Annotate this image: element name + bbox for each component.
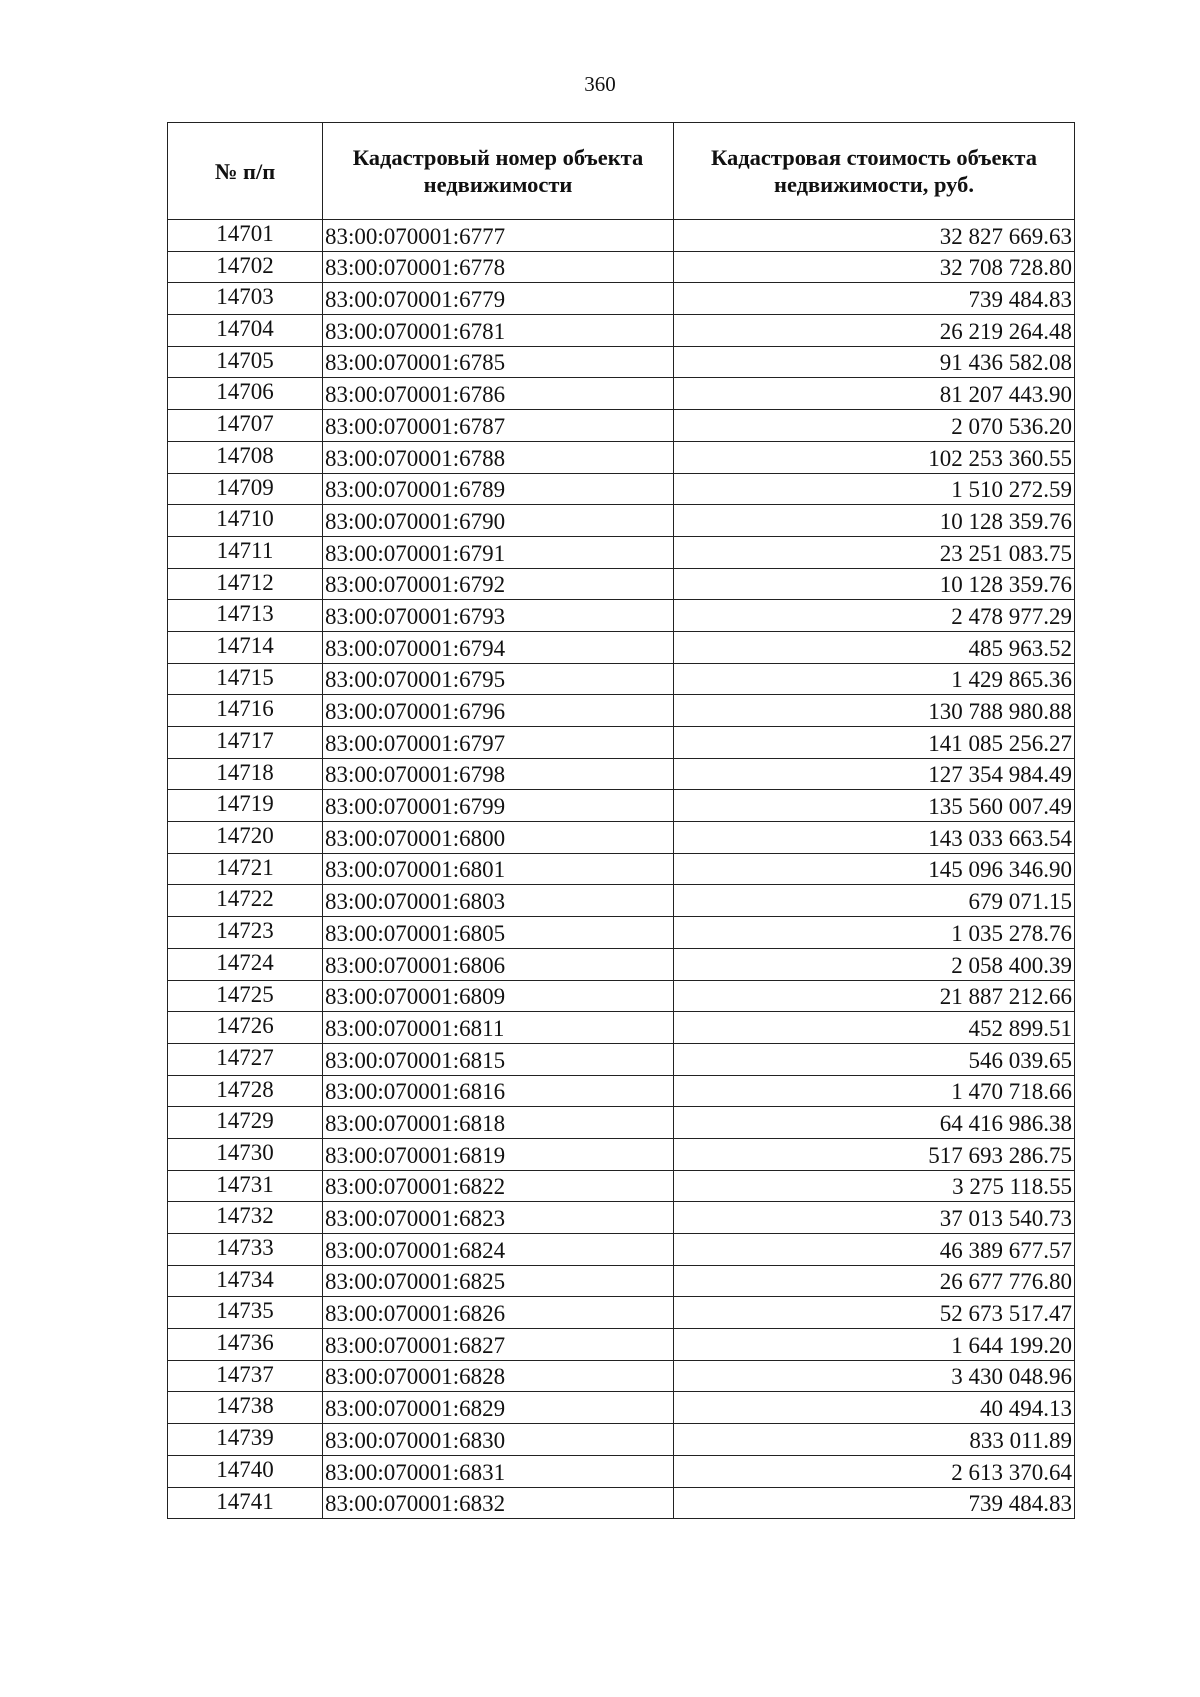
cadastral-value-cell: 81 207 443.90: [674, 378, 1075, 410]
row-number-cell: 14732: [168, 1202, 323, 1234]
cadastral-number-cell: 83:00:070001:6825: [323, 1265, 674, 1297]
row-number-cell: 14702: [168, 251, 323, 283]
row-number-cell: 14714: [168, 631, 323, 663]
cadastral-number-cell: 83:00:070001:6800: [323, 822, 674, 854]
cadastral-value-cell: 3 275 118.55: [674, 1170, 1075, 1202]
cadastral-value-cell: 1 429 865.36: [674, 663, 1075, 695]
cadastral-value-cell: 452 899.51: [674, 1012, 1075, 1044]
table-row: [168, 853, 1075, 885]
table-row: [168, 1012, 1075, 1044]
table-row: [168, 727, 1075, 759]
cadastral-number-cell: 83:00:070001:6801: [323, 853, 674, 885]
table-row: [168, 822, 1075, 854]
cadastral-number-cell: 83:00:070001:6789: [323, 473, 674, 505]
cadastral-number-cell: 83:00:070001:6791: [323, 536, 674, 568]
row-number-cell: 14716: [168, 695, 323, 727]
page-number: 360: [584, 72, 616, 96]
cadastral-number-cell: 83:00:070001:6819: [323, 1138, 674, 1170]
table-row: [168, 1392, 1075, 1424]
table-row: [168, 790, 1075, 822]
cadastral-value-cell: 143 033 663.54: [674, 822, 1075, 854]
table-row: [168, 283, 1075, 315]
row-number-cell: 14737: [168, 1360, 323, 1392]
cadastral-value-cell: 10 128 359.76: [674, 505, 1075, 537]
cadastral-number-cell: 83:00:070001:6828: [323, 1360, 674, 1392]
cadastral-number-cell: 83:00:070001:6797: [323, 727, 674, 759]
row-number-cell: 14718: [168, 758, 323, 790]
cadastral-number-cell: 83:00:070001:6806: [323, 948, 674, 980]
cadastral-value-cell: 21 887 212.66: [674, 980, 1075, 1012]
row-number-cell: 14729: [168, 1107, 323, 1139]
cadastral-value-cell: 37 013 540.73: [674, 1202, 1075, 1234]
cadastral-number-cell: 83:00:070001:6822: [323, 1170, 674, 1202]
row-number-cell: 14723: [168, 917, 323, 949]
cadastral-number-cell: 83:00:070001:6830: [323, 1424, 674, 1456]
cadastral-value-cell: 127 354 984.49: [674, 758, 1075, 790]
row-number-cell: 14740: [168, 1455, 323, 1487]
row-number-cell: 14715: [168, 663, 323, 695]
cadastral-value-cell: 46 389 677.57: [674, 1234, 1075, 1266]
row-number-cell: 14717: [168, 727, 323, 759]
table-row: [168, 378, 1075, 410]
cadastral-value-cell: 485 963.52: [674, 631, 1075, 663]
cadastral-number-cell: 83:00:070001:6778: [323, 251, 674, 283]
table-row: [168, 695, 1075, 727]
row-number-cell: 14730: [168, 1138, 323, 1170]
table-row: [168, 1234, 1075, 1266]
cadastral-value-cell: 2 478 977.29: [674, 600, 1075, 632]
cadastral-value-cell: 1 510 272.59: [674, 473, 1075, 505]
cadastral-value-cell: 130 788 980.88: [674, 695, 1075, 727]
table-row: [168, 536, 1075, 568]
table-row: [168, 600, 1075, 632]
table-row: [168, 410, 1075, 442]
table-row: [168, 1170, 1075, 1202]
cadastral-number-cell: 83:00:070001:6823: [323, 1202, 674, 1234]
cadastral-value-cell: 26 219 264.48: [674, 315, 1075, 347]
table-row: [168, 1329, 1075, 1361]
row-number-cell: 14701: [168, 220, 323, 252]
row-number-cell: 14711: [168, 536, 323, 568]
cadastral-number-cell: 83:00:070001:6832: [323, 1487, 674, 1519]
cadastral-value-cell: 679 071.15: [674, 885, 1075, 917]
cadastral-number-cell: 83:00:070001:6794: [323, 631, 674, 663]
table-row: [168, 758, 1075, 790]
table-row: [168, 1297, 1075, 1329]
table-row: [168, 251, 1075, 283]
row-number-cell: 14705: [168, 346, 323, 378]
table-row: [168, 1360, 1075, 1392]
cadastral-value-cell: 2 613 370.64: [674, 1455, 1075, 1487]
table-row: [168, 568, 1075, 600]
table-row: [168, 663, 1075, 695]
row-number-cell: 14706: [168, 378, 323, 410]
row-number-cell: 14725: [168, 980, 323, 1012]
cadastral-value-cell: 52 673 517.47: [674, 1297, 1075, 1329]
cadastral-value-cell: 1 470 718.66: [674, 1075, 1075, 1107]
table-header-row: [168, 123, 1075, 220]
cadastral-number-cell: 83:00:070001:6787: [323, 410, 674, 442]
table-row: [168, 1487, 1075, 1519]
row-number-cell: 14736: [168, 1329, 323, 1361]
table-row: [168, 1455, 1075, 1487]
cadastral-value-cell: 2 070 536.20: [674, 410, 1075, 442]
cadastral-value-cell: 1 644 199.20: [674, 1329, 1075, 1361]
cadastral-value-cell: 739 484.83: [674, 283, 1075, 315]
cadastral-value-table: [167, 122, 1075, 1519]
table-row: [168, 1202, 1075, 1234]
row-number-cell: 14724: [168, 948, 323, 980]
row-number-cell: 14704: [168, 315, 323, 347]
cadastral-value-cell: 91 436 582.08: [674, 346, 1075, 378]
cadastral-number-cell: 83:00:070001:6809: [323, 980, 674, 1012]
column-header-cadastral-value: Кадастровая стоимость объекта недвижимости, руб.: [674, 123, 1075, 220]
table-row: [168, 631, 1075, 663]
cadastral-number-cell: 83:00:070001:6786: [323, 378, 674, 410]
cadastral-value-cell: 2 058 400.39: [674, 948, 1075, 980]
cadastral-number-cell: 83:00:070001:6815: [323, 1043, 674, 1075]
table-row: [168, 1043, 1075, 1075]
cadastral-number-cell: 83:00:070001:6781: [323, 315, 674, 347]
table-row: [168, 1075, 1075, 1107]
row-number-cell: 14707: [168, 410, 323, 442]
table-row: [168, 1265, 1075, 1297]
cadastral-number-cell: 83:00:070001:6826: [323, 1297, 674, 1329]
cadastral-number-cell: 83:00:070001:6799: [323, 790, 674, 822]
cadastral-value-cell: 32 827 669.63: [674, 220, 1075, 252]
cadastral-number-cell: 83:00:070001:6792: [323, 568, 674, 600]
table-row: [168, 917, 1075, 949]
cadastral-number-cell: 83:00:070001:6785: [323, 346, 674, 378]
cadastral-value-cell: 517 693 286.75: [674, 1138, 1075, 1170]
cadastral-number-cell: 83:00:070001:6818: [323, 1107, 674, 1139]
row-number-cell: 14719: [168, 790, 323, 822]
cadastral-value-cell: 833 011.89: [674, 1424, 1075, 1456]
cadastral-value-cell: 141 085 256.27: [674, 727, 1075, 759]
row-number-cell: 14733: [168, 1234, 323, 1266]
row-number-cell: 14738: [168, 1392, 323, 1424]
row-number-cell: 14734: [168, 1265, 323, 1297]
cadastral-number-cell: 83:00:070001:6795: [323, 663, 674, 695]
table-row: [168, 346, 1075, 378]
row-number-cell: 14708: [168, 441, 323, 473]
row-number-cell: 14731: [168, 1170, 323, 1202]
row-number-cell: 14709: [168, 473, 323, 505]
table-row: [168, 315, 1075, 347]
cadastral-value-cell: 102 253 360.55: [674, 441, 1075, 473]
cadastral-number-cell: 83:00:070001:6793: [323, 600, 674, 632]
cadastral-number-cell: 83:00:070001:6805: [323, 917, 674, 949]
table-row: [168, 948, 1075, 980]
table-row: [168, 505, 1075, 537]
cadastral-number-cell: 83:00:070001:6829: [323, 1392, 674, 1424]
cadastral-value-cell: 739 484.83: [674, 1487, 1075, 1519]
cadastral-number-cell: 83:00:070001:6796: [323, 695, 674, 727]
table-body: [168, 220, 1075, 1519]
cadastral-value-cell: 40 494.13: [674, 1392, 1075, 1424]
cadastral-number-cell: 83:00:070001:6777: [323, 220, 674, 252]
table-row: [168, 1107, 1075, 1139]
row-number-cell: 14710: [168, 505, 323, 537]
cadastral-number-cell: 83:00:070001:6811: [323, 1012, 674, 1044]
cadastral-value-cell: 23 251 083.75: [674, 536, 1075, 568]
table-row: [168, 1138, 1075, 1170]
cadastral-value-cell: 3 430 048.96: [674, 1360, 1075, 1392]
row-number-cell: 14741: [168, 1487, 323, 1519]
column-header-cadastral-number: Кадастровый номер объекта недвижимости: [323, 123, 674, 220]
cadastral-number-cell: 83:00:070001:6798: [323, 758, 674, 790]
table-row: [168, 473, 1075, 505]
row-number-cell: 14728: [168, 1075, 323, 1107]
cadastral-value-cell: 64 416 986.38: [674, 1107, 1075, 1139]
row-number-cell: 14735: [168, 1297, 323, 1329]
cadastral-value-cell: 135 560 007.49: [674, 790, 1075, 822]
cadastral-value-cell: 10 128 359.76: [674, 568, 1075, 600]
cadastral-number-cell: 83:00:070001:6803: [323, 885, 674, 917]
table-row: [168, 885, 1075, 917]
row-number-cell: 14726: [168, 1012, 323, 1044]
table-row: [168, 220, 1075, 252]
cadastral-number-cell: 83:00:070001:6824: [323, 1234, 674, 1266]
row-number-cell: 14703: [168, 283, 323, 315]
cadastral-number-cell: 83:00:070001:6788: [323, 441, 674, 473]
row-number-cell: 14720: [168, 822, 323, 854]
cadastral-value-cell: 145 096 346.90: [674, 853, 1075, 885]
table-row: [168, 1424, 1075, 1456]
cadastral-value-cell: 26 677 776.80: [674, 1265, 1075, 1297]
cadastral-number-cell: 83:00:070001:6831: [323, 1455, 674, 1487]
cadastral-value-cell: 546 039.65: [674, 1043, 1075, 1075]
column-header-row-number: № п/п: [168, 123, 323, 220]
cadastral-number-cell: 83:00:070001:6790: [323, 505, 674, 537]
row-number-cell: 14712: [168, 568, 323, 600]
cadastral-number-cell: 83:00:070001:6827: [323, 1329, 674, 1361]
row-number-cell: 14721: [168, 853, 323, 885]
cadastral-number-cell: 83:00:070001:6779: [323, 283, 674, 315]
row-number-cell: 14739: [168, 1424, 323, 1456]
row-number-cell: 14713: [168, 600, 323, 632]
row-number-cell: 14722: [168, 885, 323, 917]
cadastral-value-cell: 32 708 728.80: [674, 251, 1075, 283]
table-row: [168, 441, 1075, 473]
cadastral-value-cell: 1 035 278.76: [674, 917, 1075, 949]
table-row: [168, 980, 1075, 1012]
row-number-cell: 14727: [168, 1043, 323, 1075]
cadastral-number-cell: 83:00:070001:6816: [323, 1075, 674, 1107]
